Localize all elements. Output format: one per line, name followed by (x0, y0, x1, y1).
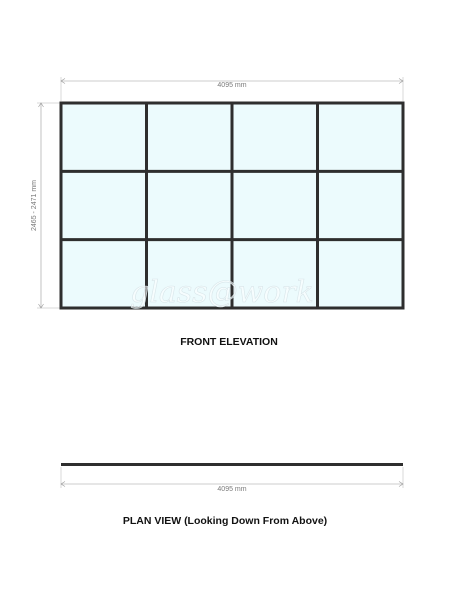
watermark: glass@work (130, 275, 314, 310)
elevation-width-dimension (61, 77, 403, 101)
elevation-height-label: 2465 - 2471 mm (31, 180, 38, 231)
elevation-height-dimension (31, 103, 60, 308)
plan-width-dimension (61, 467, 403, 493)
plan-view-title: PLAN VIEW (Looking Down From Above) (122, 515, 328, 527)
plan-width-label: 4095 mm (217, 486, 247, 493)
elevation-width-label: 4095 mm (217, 82, 247, 89)
front-elevation-title: FRONT ELEVATION (180, 336, 278, 348)
